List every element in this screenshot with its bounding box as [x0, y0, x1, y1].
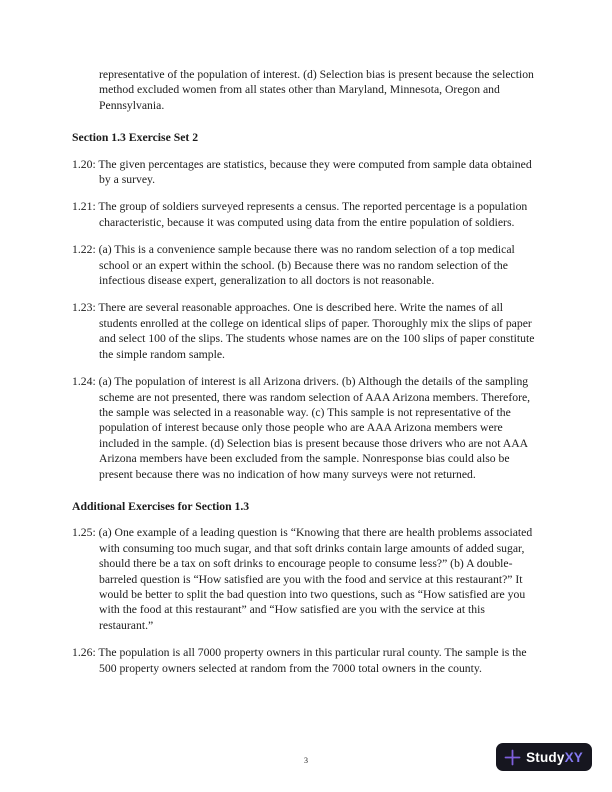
section-heading-additional-exercises: Additional Exercises for Section 1.3: [72, 499, 250, 513]
exercise-item-1-21: [72, 199, 540, 230]
exercise-number: 1.26:: [72, 646, 96, 660]
exercise-item-1-24: [72, 374, 540, 482]
exercise-item-1-22: [72, 242, 540, 288]
exercise-text: There are several reasonable approaches. One is described here. Write the names of all students enrolled at the college on identical slips of paper. Thoroughly mix the slips of paper and select 100 of the slips. The students whose names are on the 100 slips of paper constitute the simple random sample.: [98, 301, 535, 361]
exercise-text: (a) The population of interest is all Arizona drivers. (b) Although the details of the sampling scheme are not presented, there was random selection of AAA Arizona members. Therefore, the sample was selected in a reasonable way. (c) This sample is not representative of the population of interest because only those people who are AAA Arizona members were included in the sample. (d) Selection bias is present because those drivers who are not AAA Arizona members have been excluded from the sample. Nonresponse bias could also be present because there was no indication of how many surveys were not returned.: [98, 375, 531, 481]
exercise-item-1-25: [72, 525, 540, 633]
plus-icon: [504, 749, 521, 766]
section-heading-exercise-set-2: Section 1.3 Exercise Set 2: [72, 131, 199, 145]
exercise-text: (a) One example of a leading question is “Knowing that there are health problems associated with consuming too much sugar, and that soft drinks contain large amounts of added sugar, should there be a tax on soft drinks to encourage people to consume less?” (b) A double-barreled question is “How satisfied are you with the food and service at this restaurant?” It would be better to split the bad question into two questions, such as “How satisfied are you with the food at this restaurant” and “How satisfied are you with the service at this restaurant.”: [98, 526, 533, 632]
logo-wordmark: [526, 750, 583, 765]
exercise-number: 1.22:: [72, 243, 96, 257]
exercise-number: 1.23:: [72, 301, 96, 315]
logo-text-xy: XY: [564, 749, 583, 765]
exercise-item-1-23: [72, 300, 540, 362]
page-number: 3: [304, 756, 308, 765]
exercise-number: 1.25:: [72, 526, 96, 540]
exercise-number: 1.20:: [72, 157, 96, 171]
studyxy-logo: [496, 743, 592, 771]
exercise-number: 1.21:: [72, 200, 96, 214]
exercise-text: The given percentages are statistics, because they were computed from sample data obtained by a survey.: [98, 157, 532, 187]
exercise-item-1-26: [72, 645, 540, 676]
page-content: [72, 67, 540, 688]
exercise-number: 1.24:: [72, 375, 96, 389]
continuation-paragraph: representative of the population of interest. (d) Selection bias is present because the selection method excluded women from all states other than Maryland, Minnesota, Oregon and Pennsylvania.: [99, 68, 534, 112]
exercise-item-1-20: [72, 157, 540, 188]
logo-text-study: Study: [526, 749, 565, 765]
exercise-text: (a) This is a convenience sample because there was no random selection of a top medical school or an expert within the school. (b) Because there was no random selection of the infectious disease expert, generalization to all doctors is not reasonable.: [98, 243, 515, 288]
exercise-text: The group of soldiers surveyed represents a census. The reported percentage is a population characteristic, because it was computed using data from the entire population of soldiers.: [98, 200, 528, 229]
exercise-text: The population is all 7000 property owners in this particular rural county. The sample is the 500 property owners selected at random from the 7000 total owners in the county.: [98, 646, 527, 675]
